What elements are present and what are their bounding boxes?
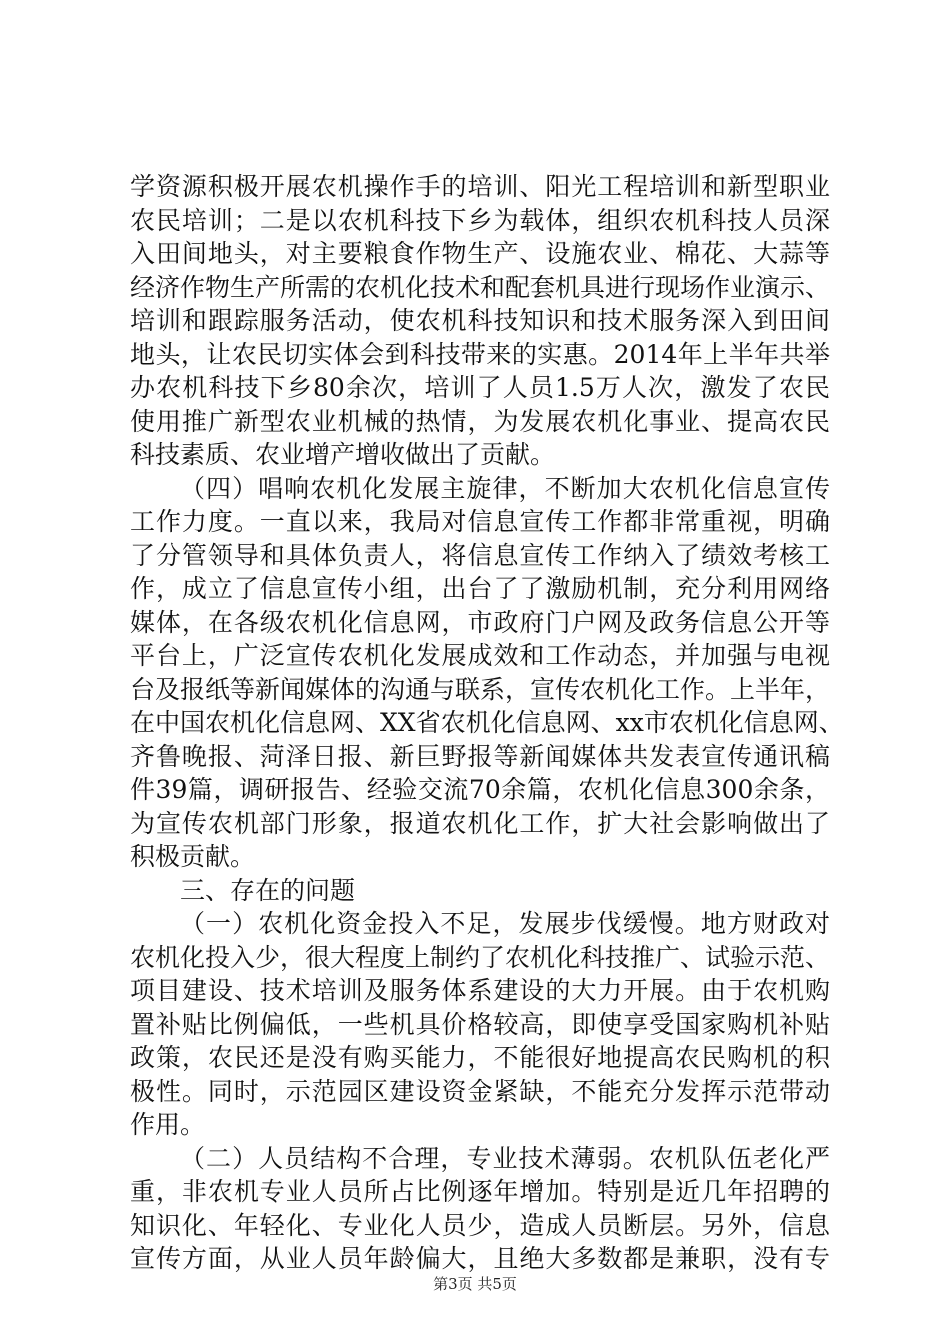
text-line: 办农机科技下乡80余次，培训了人员1.5万人次，激发了农民 [130, 373, 830, 402]
text-line: 使用推广新型农业机械的热情，为发展农机化事业、提高农民 [130, 406, 830, 436]
text-line: 知识化、年轻化、专业化人员少，造成人员断层。另外，信息 [130, 1210, 830, 1240]
text-line: 工作力度。一直以来，我局对信息宣传工作都非常重视，明确 [130, 507, 830, 536]
text-line: 学资源积极开展农机操作手的培训、阳光工程培训和新型职业 [130, 172, 830, 201]
text-line: 件39篇，调研报告、经验交流70余篇，农机化信息300余条， [130, 775, 830, 804]
paragraph-start-line: （一）农机化资金投入不足，发展步伐缓慢。地方财政对 [180, 909, 830, 938]
text-line: 作，成立了信息宣传小组，出台了了激励机制，充分利用网络 [130, 574, 830, 603]
text-line: 地头，让农民切实体会到科技带来的实惠。2014年上半年共举 [130, 339, 830, 369]
text-line: 了分管领导和具体负责人，将信息宣传工作纳入了绩效考核工 [130, 540, 830, 570]
text-line: 农机化投入少，很大程度上制约了农机化科技推广、试验示范、 [130, 942, 831, 972]
text-line: 重，非农机专业人员所占比例逐年增加。特别是近几年招聘的 [130, 1177, 830, 1206]
text-line: 作用。 [130, 1110, 206, 1139]
text-line: 在中国农机化信息网、XX省农机化信息网、xx市农机化信息网、 [130, 708, 844, 737]
text-line: 积极贡献。 [130, 842, 256, 871]
text-line: 齐鲁晚报、菏泽日报、新巨野报等新闻媒体共发表宣传通讯稿 [130, 741, 830, 771]
text-line: 媒体，在各级农机化信息网，市政府门户网及政务信息公开等 [130, 607, 830, 637]
text-line: 台及报纸等新闻媒体的沟通与联系，宣传农机化工作。上半年， [130, 674, 831, 704]
text-line: 宣传方面，从业人员年龄偏大，且绝大多数都是兼职，没有专 [130, 1244, 830, 1273]
text-line: 经济作物生产所需的农机化技术和配套机具进行现场作业演示、 [130, 272, 831, 302]
paragraph-start-line: （四）唱响农机化发展主旋律，不断加大农机化信息宣传 [180, 473, 830, 503]
text-line: 极性。同时，示范园区建设资金紧缺，不能充分发挥示范带动 [130, 1076, 830, 1106]
text-line: 科技素质、农业增产增收做出了贡献。 [130, 440, 556, 469]
text-line: 入田间地头，对主要粮食作物生产、设施农业、棉花、大蒜等 [130, 239, 830, 268]
text-line: 项目建设、技术培训及服务体系建设的大力开展。由于农机购 [130, 976, 830, 1005]
text-line: 置补贴比例偏低，一些机具价格较高，即使享受国家购机补贴 [130, 1009, 830, 1039]
paragraph-start-line: （二）人员结构不合理，专业技术薄弱。农机队伍老化严 [180, 1143, 830, 1173]
body-text [130, 170, 844, 1276]
text-line: 为宣传农机部门形象，报道农机化工作，扩大社会影响做出了 [130, 808, 830, 838]
text-line: 政策，农民还是没有购买能力，不能很好地提高农民购机的积 [130, 1043, 830, 1072]
page-number-footer: 第3页 共5页 [433, 1275, 517, 1293]
text-line: 农民培训；二是以农机科技下乡为载体，组织农机科技人员深 [130, 205, 830, 235]
section-heading: 三、存在的问题 [180, 875, 356, 905]
text-line: 培训和跟踪服务活动，使农机科技知识和技术服务深入到田间 [130, 306, 830, 335]
text-line: 平台上，广泛宣传农机化发展成效和工作动态，并加强与电视 [130, 641, 830, 670]
